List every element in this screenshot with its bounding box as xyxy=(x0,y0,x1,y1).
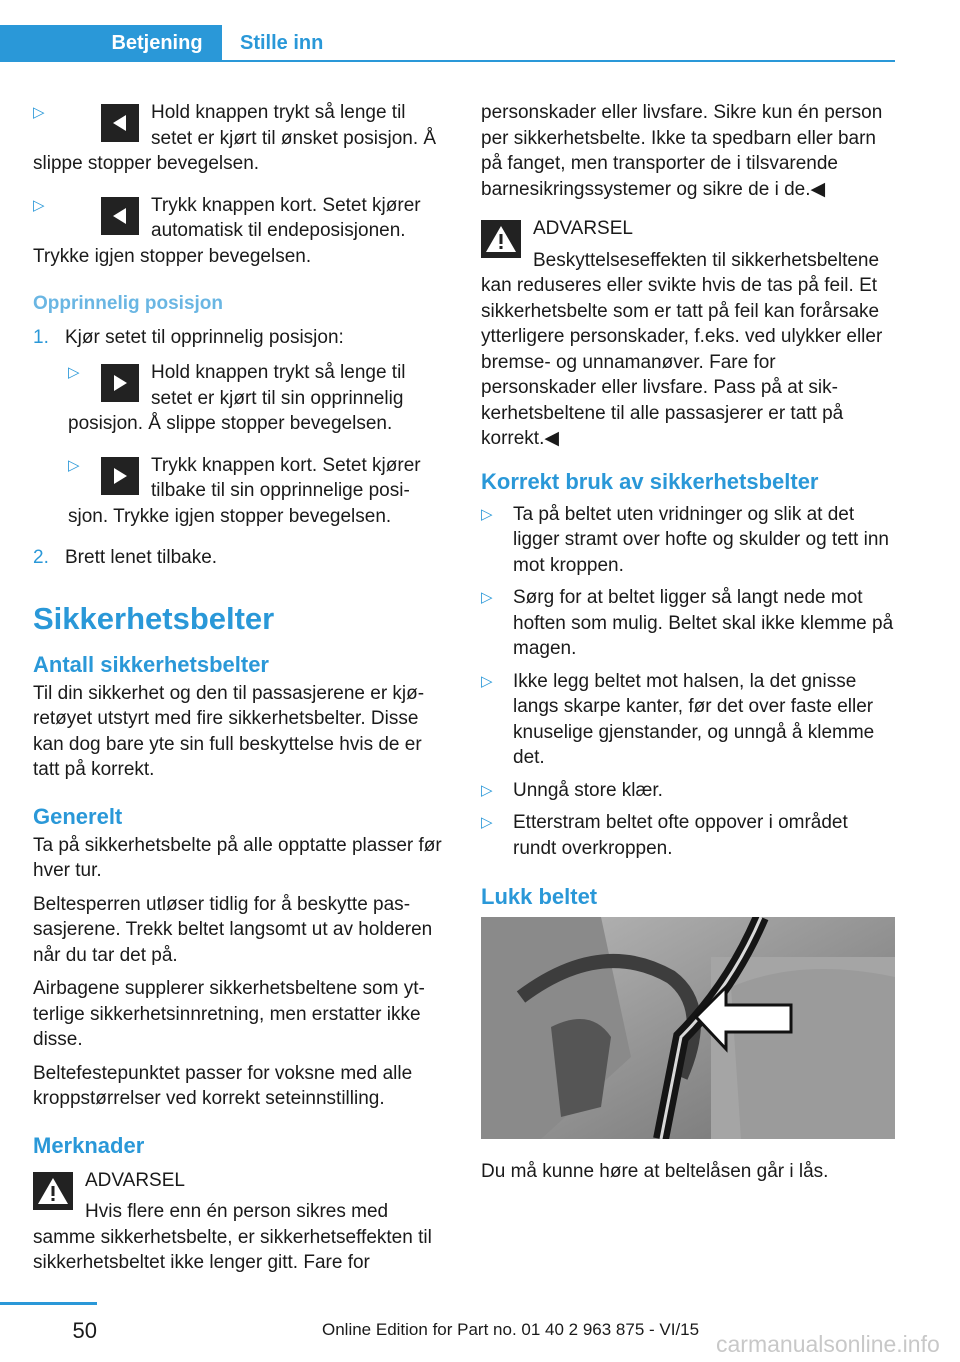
step-text: Kjør setet til opprinnelig posisjon: xyxy=(65,326,344,348)
watermark-text: carmanualsonline.info xyxy=(716,1331,940,1357)
triangle-bullet-icon: ▷ xyxy=(481,589,493,606)
tab-stille-inn[interactable]: Stille inn xyxy=(240,32,324,54)
bullet-text: Unngå store klær. xyxy=(513,779,663,801)
paragraph: Du må kunne høre at beltelåsen går i lås. xyxy=(481,1161,829,1182)
triangle-bullet-icon: ▷ xyxy=(33,196,45,214)
step-2 xyxy=(33,545,443,571)
left-column xyxy=(33,100,443,1276)
heading-generelt: Generelt xyxy=(33,803,123,829)
instruction-text: Hold knappen trykt så lenge til setet er kjørt til sin opprinnelig posisjon. Å slippe stopper bevegelsen. xyxy=(68,362,406,434)
paragraph: Ta på sikkerhetsbelte på alle opptatte plasser før hver tur. xyxy=(33,834,442,881)
list-item xyxy=(68,360,443,437)
list-item xyxy=(33,193,443,270)
warning-text: Beskyttelseseffekten til sikkerhetsbeltene kan reduseres eller svikte hvis de tas på feil. Et sikkerhetsbelte som er tatt på feil kan forårsake ytterligere personskader, f.eks. ved ulykker eller bremse- og unnamanøver. Fare for personskader eller livsfare. Pass på at sikkerhetsbeltene til alle passasjerer er tatt på korrekt.◀ xyxy=(481,249,883,449)
list-item xyxy=(68,453,443,530)
warning-label: ADVARSEL xyxy=(85,1169,185,1191)
bullet-text: Sørg for at beltet ligger så langt nede mot hoften som mulig. Beltet skal ikke klemme på magen. xyxy=(513,587,894,659)
heading-korrekt: Korrekt bruk av sikkerhetsbelter xyxy=(481,468,819,494)
triangle-bullet-icon: ▷ xyxy=(481,781,493,799)
paragraph: Beltefestepunktet passer for voksne med alle kroppstørrelser ved korrekt seteinnstilling. xyxy=(33,1062,413,1109)
step-number: 1. xyxy=(33,326,49,348)
list-item xyxy=(481,669,895,771)
main-heading: Sikkerhetsbelter xyxy=(33,600,275,636)
instruction-text: Trykk knappen kort. Setet kjører automatisk til endeposisjonen. Trykke igjen stopper bevegelsen. xyxy=(33,194,421,267)
heading-antall: Antall sikkerhetsbelter xyxy=(33,651,269,677)
instruction-text: Hold knappen trykt så lenge til setet er kjørt til ønsket posisjon. Å slippe stopper bevegelsen. xyxy=(33,102,437,174)
paragraph: Airbagene supplerer sikkerhetsbeltene som ytterlige sikkerhetsinnretning, men erstatter ikke disse. xyxy=(33,978,425,1050)
header-tab-spacer xyxy=(0,25,92,62)
paragraph: personskader eller livsfare. Sikre kun én person per sikkerhetsbelte. Ikke ta spedbarn eller barn på fanget, men transporter de i tilsvarende barnesikringssystemer og sikre de i de.◀ xyxy=(481,102,883,200)
header-tabs xyxy=(0,25,895,62)
triangle-bullet-icon: ▷ xyxy=(481,505,493,523)
warning-text: Hvis flere enn én person sikres med samme sikkerhetsbelte, er sikkerhetseffekten til sikkerhetsbeltet ikke lenger gitt. Fare for xyxy=(33,1201,432,1273)
seatbelt-photo xyxy=(481,917,895,1139)
list-item xyxy=(481,810,895,861)
list-item xyxy=(481,502,895,579)
triangle-bullet-icon: ▷ xyxy=(33,104,45,121)
bullet-text: Ta på beltet uten vridninger og slik at det ligger stramt over hofte og skulder og tett inn mot kroppen. xyxy=(513,503,889,576)
right-column xyxy=(481,100,895,1196)
paragraph: Beltesperren utløser tidlig for å beskytte passasjerene. Trekk beltet langsomt ut av holderen når du tar det på. xyxy=(33,893,433,966)
step-text: Brett lenet tilbake. xyxy=(65,547,218,568)
seat-back-button-icon xyxy=(101,197,139,235)
warning-block xyxy=(481,216,895,452)
step-1 xyxy=(33,325,443,351)
footer-rule xyxy=(0,1302,97,1305)
seat-back-button-icon xyxy=(101,104,139,142)
edition-text: Online Edition for Part no. 01 40 2 963 875 - VI/15 xyxy=(322,1320,700,1339)
warning-triangle-icon xyxy=(33,1172,73,1210)
subheading-opprinnelig: Opprinnelig posisjon xyxy=(33,293,223,314)
paragraph: Til din sikkerhet og den til passasjerene er kjøretøyet utstyrt med fire sikkerhetsbelter. Disse kan dog bare yte sin full beskyttelse hvis de er tatt på korrekt. xyxy=(33,682,425,780)
triangle-bullet-icon: ▷ xyxy=(68,456,80,474)
heading-merknader: Merknader xyxy=(33,1132,145,1158)
triangle-bullet-icon: ▷ xyxy=(481,672,493,690)
warning-label: ADVARSEL xyxy=(533,218,633,239)
bullet-text: Etterstram beltet ofte oppover i området rundt overkroppen. xyxy=(513,812,848,859)
list-item xyxy=(481,585,895,662)
list-item xyxy=(481,778,895,804)
sub-list xyxy=(33,360,443,529)
triangle-bullet-icon: ▷ xyxy=(481,814,493,831)
list-item xyxy=(33,100,443,177)
warning-block xyxy=(33,1168,443,1276)
seat-forward-button-icon xyxy=(101,364,139,402)
tab-betjening[interactable]: Betjening xyxy=(92,25,222,62)
step-number: 2. xyxy=(33,547,49,568)
seat-forward-button-icon xyxy=(101,457,139,495)
bullet-text: Ikke legg beltet mot halsen, la det gnisse langs skarpe kanter, før det over faste eller knuselige gjenstander, og unngå å klemme det. xyxy=(513,670,875,768)
heading-lukk: Lukk beltet xyxy=(481,884,598,909)
warning-triangle-icon xyxy=(481,220,521,258)
page-number: 50 xyxy=(72,1318,97,1343)
triangle-bullet-icon: ▷ xyxy=(68,364,80,381)
instruction-text: Trykk knappen kort. Setet kjører tilbake til sin opprinnelige posisjon. Trykke igjen stopper bevegelsen. xyxy=(68,454,421,527)
